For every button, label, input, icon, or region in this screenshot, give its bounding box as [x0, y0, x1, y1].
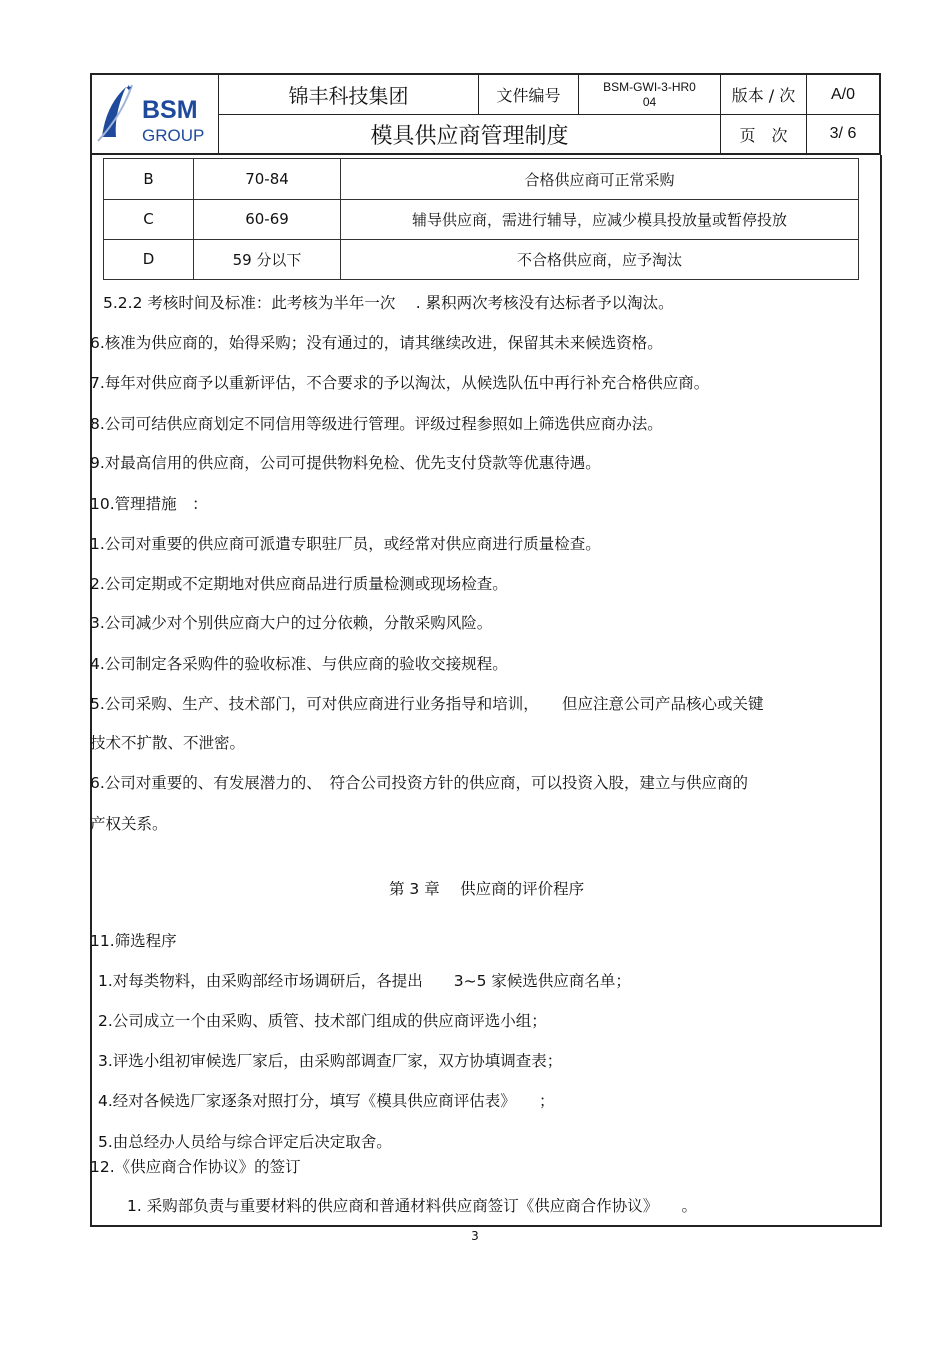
text-line: 8.公司可结供应商划定不同信用等级进行管理。评级过程参照如上筛选供应商办法。 — [90, 415, 663, 433]
text-line: 2.公司成立一个由采购、质管、技术部门组成的供应商评选小组； — [98, 1012, 547, 1030]
section-heading: 12.《供应商合作协议》的签订 — [90, 1158, 301, 1176]
text-line: 4.公司制定各采购件的验收标准、与供应商的验收交接规程。 — [90, 655, 508, 673]
chapter-heading: 第 3 章 供应商的评价程序 — [389, 880, 585, 898]
score-cell: 60-69 — [245, 210, 289, 228]
section-heading: 10.管理措施 ： — [90, 495, 208, 513]
text-line: 1.对每类物料，由采购部经市场调研后，各提出 3~5 家候选供应商名单； — [98, 972, 631, 990]
text-line: 9.对最高信用的供应商，公司可提供物料免检、优先支付贷款等优惠待遇。 — [90, 454, 601, 472]
description-cell: 合格供应商可正常采购 — [524, 170, 675, 189]
doc-number-value — [579, 75, 720, 114]
page-value: 3/ 6 — [829, 125, 857, 142]
text-line: 4.经对各候选厂家逐条对照打分，填写《模具供应商评估表》 ； — [98, 1092, 555, 1110]
grade-cell: B — [143, 170, 154, 188]
section-heading: 11.筛选程序 — [90, 932, 177, 950]
text-line: 5.2.2 考核时间及标准：此考核为半年一次 . 累积两次考核没有达标者予以淘汰。 — [103, 294, 674, 312]
text-line: 2.公司定期或不定期地对供应商品进行质量检测或现场检查。 — [90, 575, 508, 593]
text-line: 3.公司减少对个别供应商大户的过分依赖，分散采购风险。 — [90, 614, 493, 632]
document-title: 模具供应商管理制度 — [370, 123, 569, 149]
page-label: 页 次 — [739, 125, 788, 145]
text-line: 5.公司采购、生产、技术部门，可对供应商进行业务指导和培训， 但应注意公司产品核心或关键 — [90, 695, 764, 713]
company-name: 锦丰科技集团 — [288, 84, 409, 108]
document-header — [90, 73, 881, 155]
text-line: 3.评选小组初审候选厂家后，由采购部调查厂家，双方协填调查表； — [98, 1052, 563, 1070]
svg-text:✦: ✦ — [125, 84, 133, 94]
doc-number-label: 文件编号 — [496, 86, 561, 105]
text-line: 1.公司对重要的供应商可派遣专职驻厂员，或经常对供应商进行质量检查。 — [90, 535, 601, 553]
grade-table — [103, 158, 859, 280]
score-cell: 70-84 — [245, 170, 289, 188]
logo-text-group: GROUP — [142, 126, 205, 145]
version-value: A/0 — [830, 85, 855, 103]
page-number: 3 — [471, 1229, 479, 1243]
doc-number-line1: BSM-GWI-3-HR0 — [603, 79, 696, 94]
description-cell: 不合格供应商，应予淘汰 — [516, 250, 682, 269]
table-row — [104, 199, 858, 239]
score-cell: 59 分以下 — [232, 250, 302, 269]
text-line: 1. 采购部负责与重要材料的供应商和普通材料供应商签订《供应商合作协议》 。 — [127, 1197, 697, 1215]
logo-text-bsm: BSM — [142, 96, 198, 124]
text-line: 技术不扩散、不泄密。 — [90, 734, 246, 752]
version-label: 版本 / 次 — [731, 86, 796, 105]
text-line: 6.核准为供应商的，始得采购；没有通过的，请其继续改进，保留其未来候选资格。 — [90, 334, 663, 352]
text-line: 5.由总经办人员给与综合评定后决定取舍。 — [98, 1133, 392, 1151]
description-cell: 辅导供应商，需进行辅导，应减少模具投放量或暂停投放 — [411, 210, 787, 229]
grade-cell: D — [142, 250, 155, 268]
text-line: 产权关系。 — [90, 815, 168, 833]
table-row — [104, 159, 858, 199]
table-row — [104, 239, 858, 279]
grade-cell: C — [143, 210, 154, 228]
text-line: 7.每年对供应商予以重新评估，不合要求的予以淘汰，从候选队伍中再行补充合格供应商。 — [90, 374, 710, 392]
company-logo — [92, 75, 218, 153]
text-line: 6.公司对重要的、有发展潜力的、 符合公司投资方针的供应商，可以投资入股，建立与供应商的 — [90, 774, 749, 792]
doc-number-line2: 04 — [642, 94, 657, 109]
